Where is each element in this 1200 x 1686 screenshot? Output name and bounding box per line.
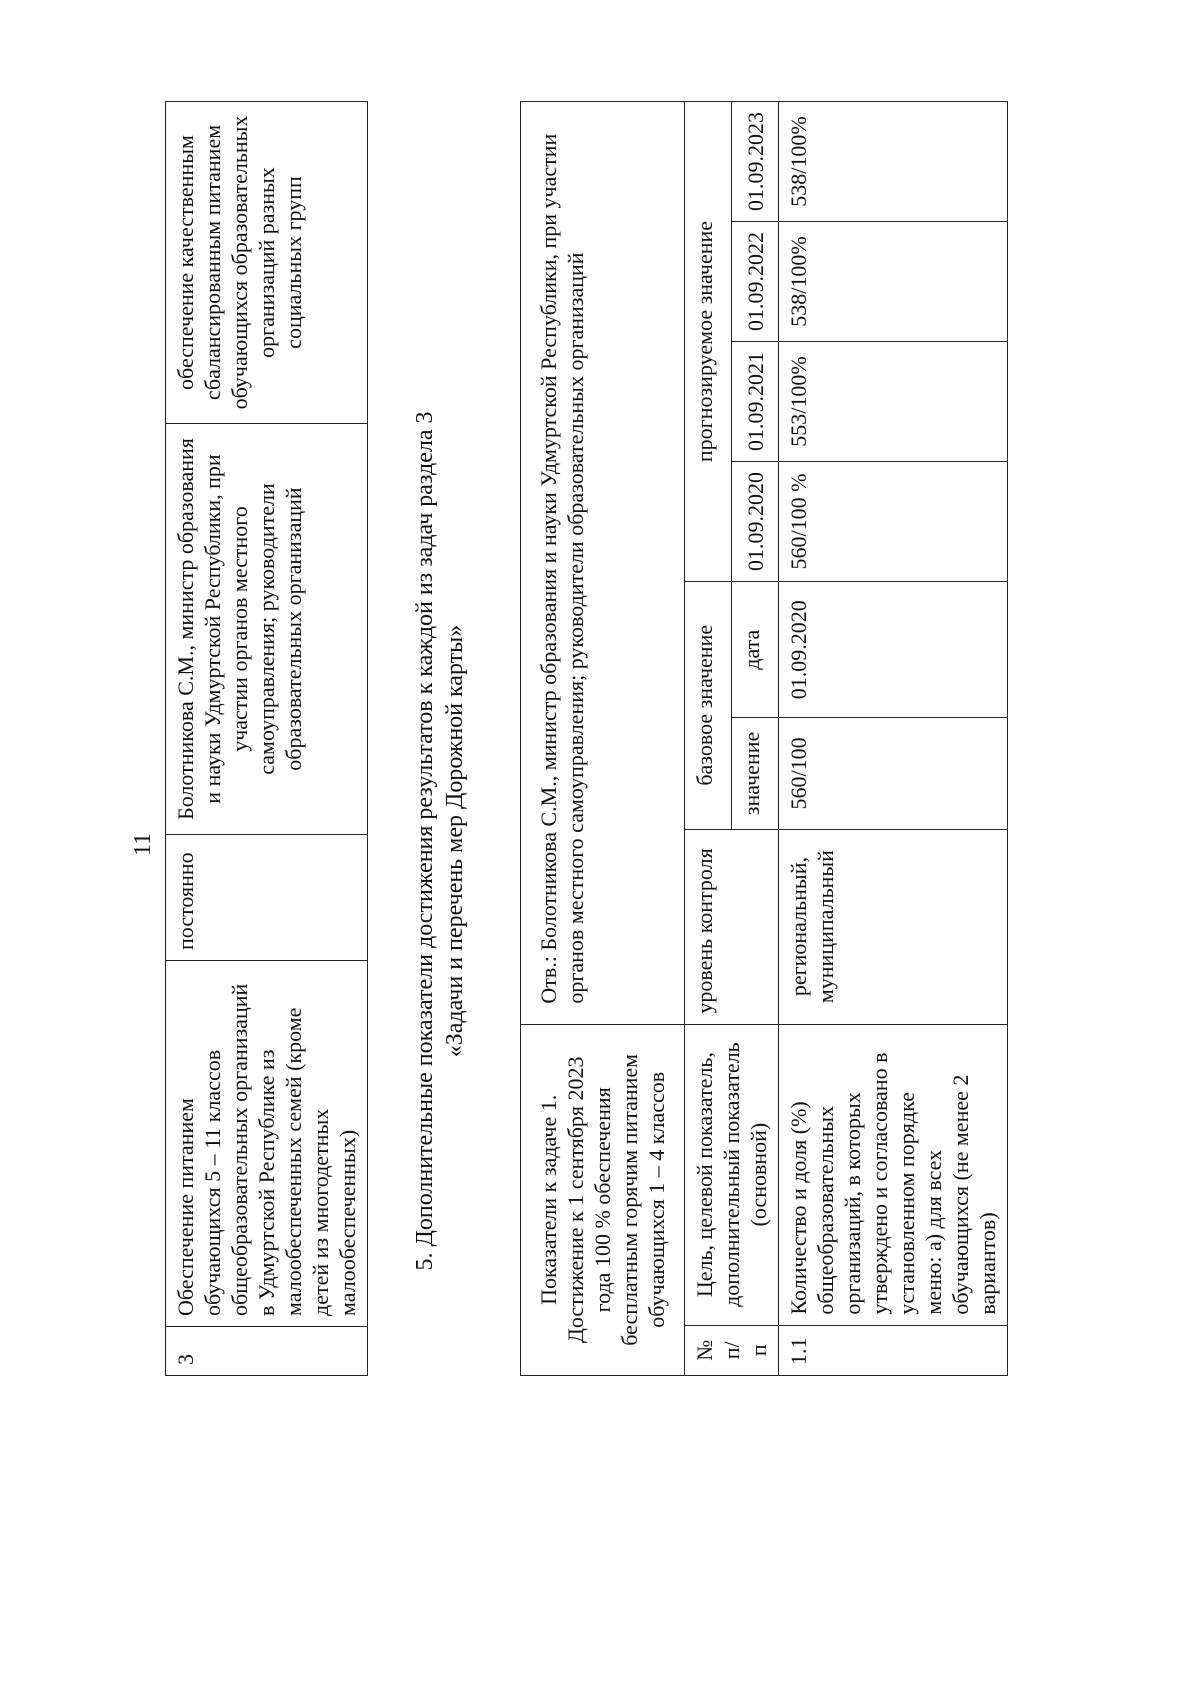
header-num: № п/п	[685, 1325, 779, 1375]
header-forecast: прогнозируемое значение	[685, 102, 732, 582]
header-indicator: Цель, целевой показатель, дополнительный показатель (основной)	[685, 1024, 779, 1325]
forecast-cell: 560/100 %	[779, 462, 1008, 582]
result-cell: обеспечение качественным сбалансированным питанием обучающихся образовательных организаций разных социальных групп	[166, 102, 368, 424]
header-forecast-date: 01.09.2023	[732, 102, 779, 222]
header-base-value: базовое значение	[685, 582, 732, 830]
deadline-cell: постоянно	[166, 835, 368, 961]
base-date-cell: 01.09.2020	[779, 582, 1008, 718]
task-row	[521, 102, 685, 1376]
forecast-cell: 538/100%	[779, 102, 1008, 222]
indicators-table	[520, 101, 1008, 1376]
section-heading	[410, 266, 470, 1416]
row-number: 1.1	[779, 1325, 1008, 1375]
page-number: 11	[130, 832, 156, 856]
task-responsible: Отв.: Болотникова С.М., министр образования и науки Удмуртской Республики, при участии органов местного самоуправления; руководители образовательных организаций	[521, 102, 685, 1025]
header-control-level: уровень контроля	[685, 829, 779, 1024]
header-forecast-date: 01.09.2020	[732, 462, 779, 582]
forecast-cell: 553/100%	[779, 342, 1008, 462]
table-row	[166, 102, 368, 1376]
measure-cell: Обеспечение питанием обучающихся 5 – 11 классов общеобразовательных организаций в Удмуртской Республике из малообеспеченных семей (кроме детей из многодетных малообеспеченных)	[166, 961, 368, 1327]
table-row	[779, 102, 1008, 1376]
header-row	[685, 102, 732, 1376]
indicator-cell: Количество и доля (%) общеобразовательных организаций, в которых утверждено и согласовано в установленном порядке меню: а) для всех обучающихся (не менее 2 вариантов)	[779, 1024, 1008, 1325]
measures-table	[165, 101, 368, 1376]
forecast-cell: 538/100%	[779, 222, 1008, 342]
task-title: Показатели к задаче 1. Достижение к 1 сентября 2023 года 100 % обеспечения бесплатным горячим питанием обучающихся 1 – 4 классов	[521, 1024, 685, 1375]
control-level-cell: региональный, муниципальный	[779, 829, 1008, 1024]
section-heading-line: «Задачи и перечень мер Дорожной карты»	[442, 624, 468, 1058]
responsible-cell: Болотникова С.М., министр образования и науки Удмуртской Республики, при участии органов местного самоуправления; руководители образовательных организаций	[166, 424, 368, 835]
row-number: 3	[166, 1327, 368, 1376]
section-heading-line: 5. Дополнительные показатели достижения результатов к каждой из задач раздела 3	[412, 411, 438, 1271]
header-value: значение	[732, 718, 779, 829]
header-date: дата	[732, 582, 779, 718]
base-value-cell: 560/100	[779, 718, 1008, 829]
header-forecast-date: 01.09.2022	[732, 222, 779, 342]
header-forecast-date: 01.09.2021	[732, 342, 779, 462]
